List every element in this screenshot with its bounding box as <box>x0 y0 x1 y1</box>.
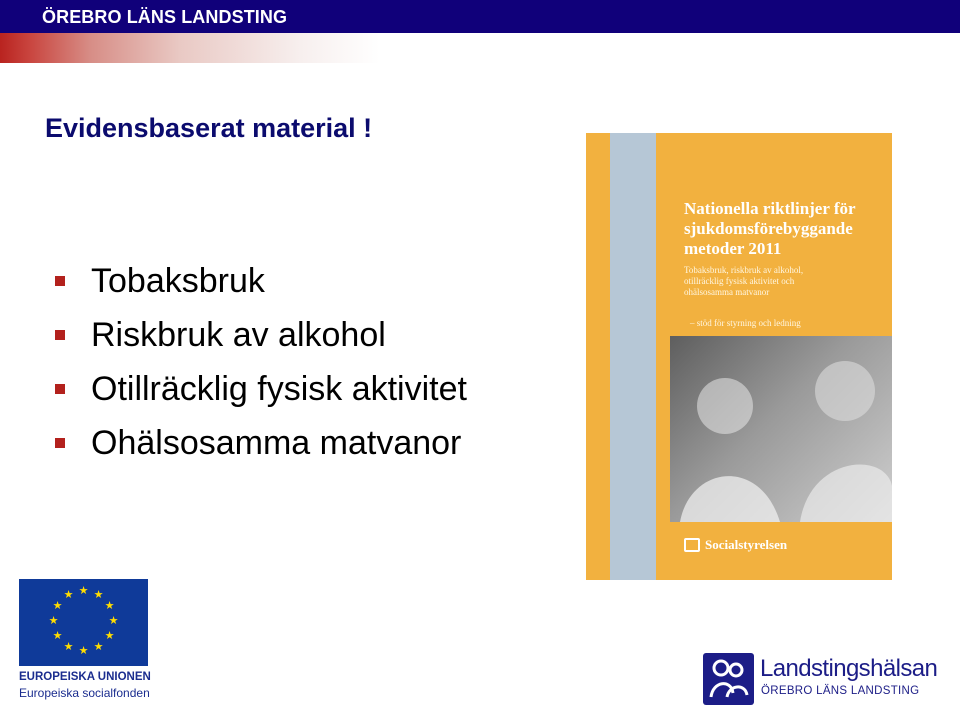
bullet-list <box>55 254 467 470</box>
eu-star-icon: ★ <box>63 589 74 601</box>
eu-star-icon: ★ <box>108 615 119 627</box>
book-photo <box>670 336 892 522</box>
landstingshalsan-logo-icon <box>703 653 754 705</box>
bullet-square-icon <box>55 330 65 340</box>
eu-star-icon: ★ <box>93 641 104 653</box>
book-subtitle: Tobaksbruk, riskbruk av alkohol, otillräcklig fysisk aktivitet och ohälsosamma matvanor <box>684 265 804 297</box>
slide-title: Evidensbaserat material ! <box>45 113 373 143</box>
book-spine <box>610 133 656 580</box>
eu-logo-line-1: EUROPEISKA UNIONEN <box>19 671 151 683</box>
book-publisher <box>684 537 787 553</box>
eu-star-icon: ★ <box>52 630 63 642</box>
book-subtitle-2: – stöd för styrning och ledning <box>690 318 801 328</box>
bullet-text: Ohälsosamma matvanor <box>91 423 462 462</box>
landstingshalsan-name: Landstingshälsan <box>760 655 938 682</box>
org-name: ÖREBRO LÄNS LANDSTING <box>42 7 288 27</box>
bullet-text: Otillräcklig fysisk aktivitet <box>91 369 467 408</box>
book-cover-image <box>586 133 892 580</box>
eu-star-icon: ★ <box>63 641 74 653</box>
bullet-item <box>55 416 467 470</box>
eu-star-icon: ★ <box>48 615 59 627</box>
decorative-stripe <box>0 33 960 63</box>
landstingshalsan-subtitle: ÖREBRO LÄNS LANDSTING <box>761 685 920 697</box>
eu-star-icon: ★ <box>104 630 115 642</box>
bullet-square-icon <box>55 276 65 286</box>
publisher-name: Socialstyrelsen <box>705 537 788 552</box>
eu-flag-icon <box>19 579 148 666</box>
eu-star-icon: ★ <box>52 600 63 612</box>
eu-star-icon: ★ <box>104 600 115 612</box>
eu-star-icon: ★ <box>93 589 104 601</box>
socialstyrelsen-logo-icon <box>684 538 700 552</box>
bullet-item <box>55 254 467 308</box>
book-title: Nationella riktlinjer för sjukdomsförebyggande metoder 2011 <box>684 199 856 258</box>
bullet-item <box>55 308 467 362</box>
eu-star-icon: ★ <box>78 645 89 657</box>
bullet-item <box>55 362 467 416</box>
eu-star-icon: ★ <box>78 585 89 597</box>
bullet-text: Riskbruk av alkohol <box>91 315 386 354</box>
bullet-square-icon <box>55 438 65 448</box>
header-bar <box>0 0 960 33</box>
bullet-square-icon <box>55 384 65 394</box>
bullet-text: Tobaksbruk <box>91 261 265 300</box>
eu-logo-line-2: Europeiska socialfonden <box>19 686 150 700</box>
